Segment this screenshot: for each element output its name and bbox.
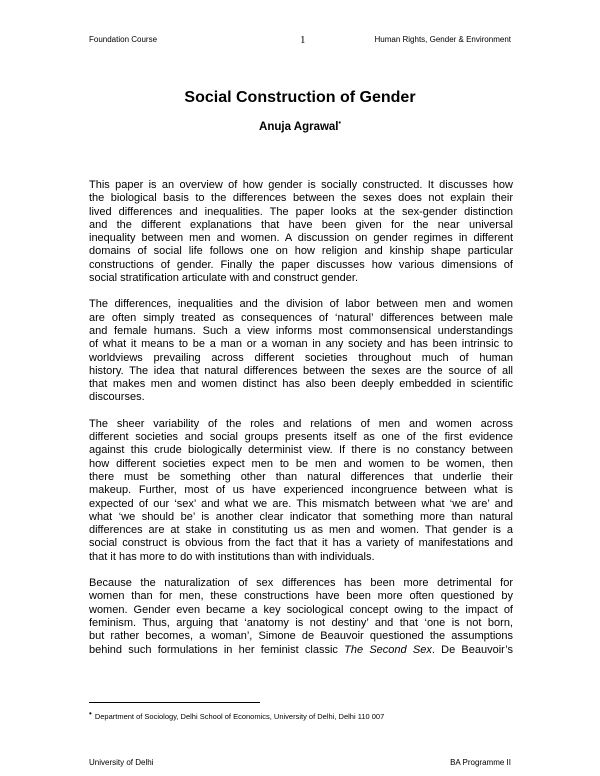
text-line: makeup. Further, most of us have experienced incongruence between what is [89,484,513,497]
footnote-mark: • [89,709,92,718]
text-line: of what it means to be a man or a woman in any society and has been intrinsic to [89,338,513,351]
text-line: The sheer variability of the roles and relations of men and women across [89,417,513,430]
text-line: and female humans. Such a view informs most commonsensical understandings [89,324,513,337]
header-course: Foundation Course [89,35,158,44]
text-line: different societies and social groups presents itself as one of the first evidence [89,431,513,444]
text-line: social construct is obvious from the fact that it has a variety of manifestations and [89,537,513,550]
text-line: The differences, inequalities and the division of labor between men and women [89,298,513,311]
book-title: The Second Sex [344,643,432,656]
page-header [89,35,511,49]
text-line: expected of our ‘sex’ and what we are. This mismatch between what ‘we are’ and [89,497,513,510]
footnote [89,709,384,721]
text-line: differences are at stake in constituting us as men and women. That gender is a [89,524,513,537]
paragraph-3 [89,418,513,564]
text-line: how different societies expect men to be men and women to be women, then [89,457,513,470]
footnote-text: Department of Sociology, Delhi School of Economics, University of Delhi, Delhi 110 007 [94,712,385,721]
text-line: inequality between men and women. A discussion on gender regimes in different [89,232,513,245]
text-line: but rather becomes, a woman’, Simone de Beauvoir questioned the assumptions [89,630,513,643]
text-line: lived differences and inequalities. The paper looks at the sex-gender distinction [89,205,513,218]
text-line: worldviews prevailing across different societies throughout much of human [89,351,513,364]
text-line: domains of social life follows one on how religion and kinship shape particular [89,245,513,258]
body-text [89,179,513,657]
text-line: are often simply treated as consequences of ‘natural’ differences between male [89,311,513,324]
text-line: against this crude biologically determinist view. If there is no constancy between [89,444,513,457]
text-line [89,644,513,657]
text-line: This paper is an overview of how gender is socially constructed. It discusses how [89,179,513,191]
author-footnote-mark: • [338,120,341,127]
footer-university: University of Delhi [89,758,154,767]
text-line: social stratification articulate with and construct gender. [89,272,359,285]
text-line: feminism. Thus, arguing that ‘anatomy is not destiny’ and that ‘one is not born, [89,616,513,629]
text-line: history. The idea that natural differences between the sexes are the source of all [89,364,513,377]
footnote-divider [89,702,260,703]
text-line: that makes men and women distinct has also been deeply embedded in scientific [89,378,513,391]
text-line: women. Gender even became a key sociological concept owing to the impact of [89,603,513,616]
text-line: discourses. [89,391,145,404]
text-line: Because the naturalization of sex differences has been more detrimental for [89,577,513,590]
paragraph-4 [89,577,513,657]
text-fragment: behind such formulations in her feminist classic [89,643,345,656]
text-line: and the different explanations that have been given for the near universal [89,218,513,231]
author-line [0,120,600,133]
text-line: that it has more to do with institutions than with individuals. [89,550,375,563]
header-subject: Human Rights, Gender & Environment [374,35,511,44]
paragraph-2 [89,298,513,404]
footer-programme: BA Programme II [450,758,511,767]
text-line: women than for men, these constructions have been more often questioned by [89,590,513,603]
header-page-number: 1 [300,34,306,46]
text-line: there must be something other than natural differences that underlie their [89,470,513,483]
text-line: constructions of gender. Finally the paper discusses how various dimensions of [89,258,513,271]
text-line: what ‘we should be’ is another clear indicator that something more than natural [89,510,513,523]
author-name: Anuja Agrawal [259,121,339,133]
text-line: the biological basis to the differences between the sexes does not explain their [89,192,513,205]
paragraph-abstract [89,179,513,285]
text-fragment: . De Beauvoir’s [431,643,513,656]
paper-title: Social Construction of Gender [184,89,416,106]
